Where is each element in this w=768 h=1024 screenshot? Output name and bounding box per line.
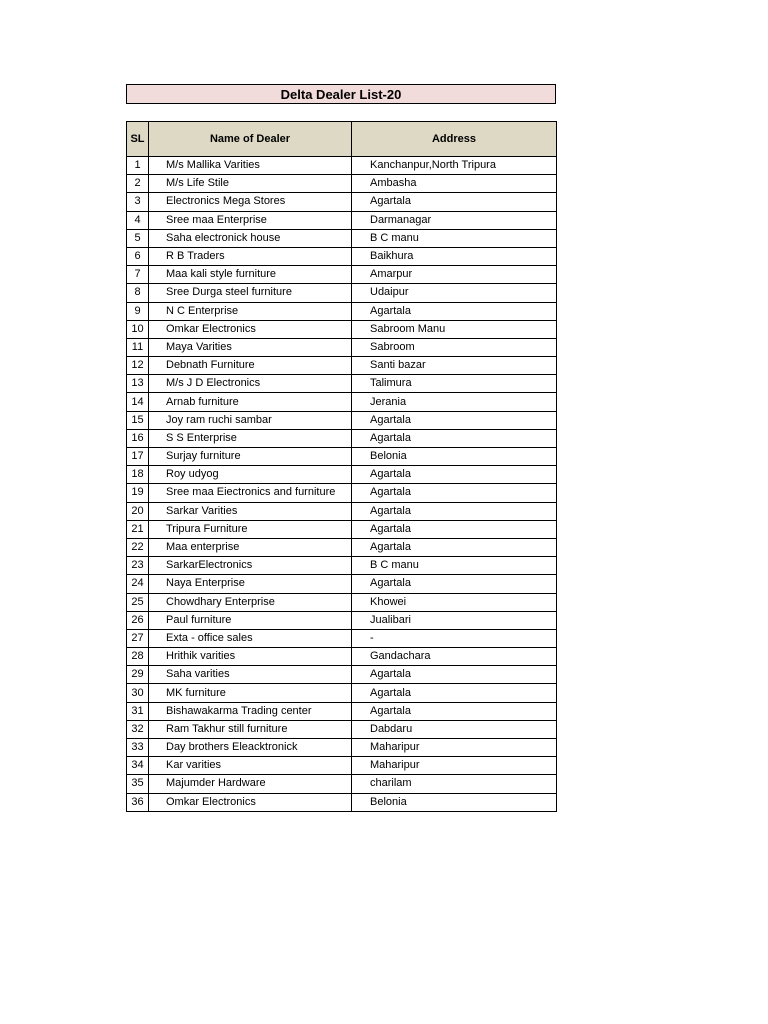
row-address: Amarpur: [352, 266, 557, 284]
row-address: Sabroom Manu: [352, 320, 557, 338]
row-dealer-name: Paul furniture: [149, 611, 352, 629]
row-dealer-name: Ram Takhur still furniture: [149, 720, 352, 738]
row-address: Agartala: [352, 538, 557, 556]
row-dealer-name: Omkar Electronics: [149, 793, 352, 811]
row-sl: 26: [127, 611, 149, 629]
row-address: Agartala: [352, 484, 557, 502]
table-row: [127, 648, 557, 666]
table-row: [127, 229, 557, 247]
row-address: Ambasha: [352, 175, 557, 193]
table-row: [127, 320, 557, 338]
row-sl: 24: [127, 575, 149, 593]
table-row: [127, 302, 557, 320]
row-dealer-name: SarkarElectronics: [149, 557, 352, 575]
table-row: [127, 193, 557, 211]
row-address: Darmanagar: [352, 211, 557, 229]
row-dealer-name: Saha electronick house: [149, 229, 352, 247]
row-dealer-name: Saha varities: [149, 666, 352, 684]
table-row: [127, 611, 557, 629]
row-dealer-name: M/s Mallika Varities: [149, 157, 352, 175]
row-address: B C manu: [352, 557, 557, 575]
row-sl: 11: [127, 338, 149, 356]
row-sl: 20: [127, 502, 149, 520]
row-sl: 17: [127, 448, 149, 466]
row-address: Agartala: [352, 466, 557, 484]
row-address: Agartala: [352, 411, 557, 429]
row-dealer-name: Day brothers Eleacktronick: [149, 739, 352, 757]
row-address: Jerania: [352, 393, 557, 411]
row-sl: 35: [127, 775, 149, 793]
table-row: [127, 284, 557, 302]
table-row: [127, 466, 557, 484]
row-sl: 32: [127, 720, 149, 738]
row-address: Jualibari: [352, 611, 557, 629]
row-dealer-name: Sree Durga steel furniture: [149, 284, 352, 302]
table-row: [127, 793, 557, 811]
row-sl: 12: [127, 357, 149, 375]
table-row: [127, 538, 557, 556]
row-dealer-name: N C Enterprise: [149, 302, 352, 320]
table-row: [127, 157, 557, 175]
row-dealer-name: Debnath Furniture: [149, 357, 352, 375]
row-dealer-name: Sree maa Enterprise: [149, 211, 352, 229]
row-sl: 33: [127, 739, 149, 757]
row-sl: 28: [127, 648, 149, 666]
table-row: [127, 557, 557, 575]
table-row: [127, 393, 557, 411]
table-row: [127, 739, 557, 757]
row-sl: 2: [127, 175, 149, 193]
row-address: Talimura: [352, 375, 557, 393]
row-sl: 4: [127, 211, 149, 229]
row-sl: 6: [127, 247, 149, 265]
row-address: Gandachara: [352, 648, 557, 666]
row-address: Agartala: [352, 684, 557, 702]
row-address: Agartala: [352, 193, 557, 211]
table-row: [127, 520, 557, 538]
table-row: [127, 266, 557, 284]
row-sl: 31: [127, 702, 149, 720]
table-row: [127, 175, 557, 193]
row-address: Khowei: [352, 593, 557, 611]
row-sl: 8: [127, 284, 149, 302]
header-name-of-dealer: Name of Dealer: [149, 122, 352, 157]
table-row: [127, 411, 557, 429]
row-sl: 29: [127, 666, 149, 684]
row-sl: 9: [127, 302, 149, 320]
row-dealer-name: Roy udyog: [149, 466, 352, 484]
row-dealer-name: R B Traders: [149, 247, 352, 265]
row-sl: 22: [127, 538, 149, 556]
row-dealer-name: Sree maa Eiectronics and furniture: [149, 484, 352, 502]
row-dealer-name: Bishawakarma Trading center: [149, 702, 352, 720]
table-row: [127, 375, 557, 393]
table-row: [127, 247, 557, 265]
table-header-row: [127, 122, 557, 157]
document-title: Delta Dealer List-20: [126, 84, 556, 104]
row-sl: 25: [127, 593, 149, 611]
table-row: [127, 338, 557, 356]
row-dealer-name: M/s Life Stile: [149, 175, 352, 193]
row-sl: 7: [127, 266, 149, 284]
row-sl: 16: [127, 429, 149, 447]
row-address: -: [352, 629, 557, 647]
row-sl: 27: [127, 629, 149, 647]
row-sl: 19: [127, 484, 149, 502]
row-dealer-name: M/s J D Electronics: [149, 375, 352, 393]
table-row: [127, 702, 557, 720]
row-sl: 34: [127, 757, 149, 775]
row-dealer-name: Joy ram ruchi sambar: [149, 411, 352, 429]
row-address: Baikhura: [352, 247, 557, 265]
row-address: Udaipur: [352, 284, 557, 302]
row-address: Sabroom: [352, 338, 557, 356]
table-row: [127, 684, 557, 702]
table-row: [127, 448, 557, 466]
row-dealer-name: Maa enterprise: [149, 538, 352, 556]
row-address: Agartala: [352, 520, 557, 538]
table-row: [127, 502, 557, 520]
row-address: Agartala: [352, 575, 557, 593]
row-address: charilam: [352, 775, 557, 793]
table-row: [127, 575, 557, 593]
row-dealer-name: Maa kali style furniture: [149, 266, 352, 284]
row-dealer-name: Surjay furniture: [149, 448, 352, 466]
row-dealer-name: Omkar Electronics: [149, 320, 352, 338]
table-row: [127, 775, 557, 793]
row-sl: 36: [127, 793, 149, 811]
row-dealer-name: Chowdhary Enterprise: [149, 593, 352, 611]
row-dealer-name: Sarkar Varities: [149, 502, 352, 520]
row-sl: 23: [127, 557, 149, 575]
table-row: [127, 666, 557, 684]
row-sl: 3: [127, 193, 149, 211]
table-row: [127, 629, 557, 647]
row-sl: 30: [127, 684, 149, 702]
row-dealer-name: MK furniture: [149, 684, 352, 702]
header-sl: SL: [127, 122, 149, 157]
table-row: [127, 720, 557, 738]
row-address: Agartala: [352, 302, 557, 320]
row-dealer-name: Electronics Mega Stores: [149, 193, 352, 211]
row-dealer-name: Naya Enterprise: [149, 575, 352, 593]
row-dealer-name: S S Enterprise: [149, 429, 352, 447]
row-address: Santi bazar: [352, 357, 557, 375]
row-dealer-name: Exta - office sales: [149, 629, 352, 647]
header-address: Address: [352, 122, 557, 157]
row-sl: 13: [127, 375, 149, 393]
row-sl: 18: [127, 466, 149, 484]
row-sl: 5: [127, 229, 149, 247]
row-address: Agartala: [352, 429, 557, 447]
table-row: [127, 484, 557, 502]
row-sl: 10: [127, 320, 149, 338]
table-row: [127, 593, 557, 611]
row-sl: 21: [127, 520, 149, 538]
row-dealer-name: Kar varities: [149, 757, 352, 775]
table-row: [127, 211, 557, 229]
row-address: Agartala: [352, 666, 557, 684]
table-row: [127, 429, 557, 447]
row-address: Agartala: [352, 502, 557, 520]
row-address: Agartala: [352, 702, 557, 720]
row-dealer-name: Arnab furniture: [149, 393, 352, 411]
dealer-table: [126, 121, 557, 812]
row-address: Maharipur: [352, 757, 557, 775]
row-dealer-name: Maya Varities: [149, 338, 352, 356]
table-row: [127, 357, 557, 375]
row-address: Dabdaru: [352, 720, 557, 738]
row-address: Kanchanpur,North Tripura: [352, 157, 557, 175]
row-dealer-name: Majumder Hardware: [149, 775, 352, 793]
table-row: [127, 757, 557, 775]
row-sl: 1: [127, 157, 149, 175]
row-sl: 14: [127, 393, 149, 411]
row-sl: 15: [127, 411, 149, 429]
row-dealer-name: Hrithik varities: [149, 648, 352, 666]
row-address: Belonia: [352, 448, 557, 466]
row-address: Maharipur: [352, 739, 557, 757]
row-dealer-name: Tripura Furniture: [149, 520, 352, 538]
row-address: Belonia: [352, 793, 557, 811]
row-address: B C manu: [352, 229, 557, 247]
